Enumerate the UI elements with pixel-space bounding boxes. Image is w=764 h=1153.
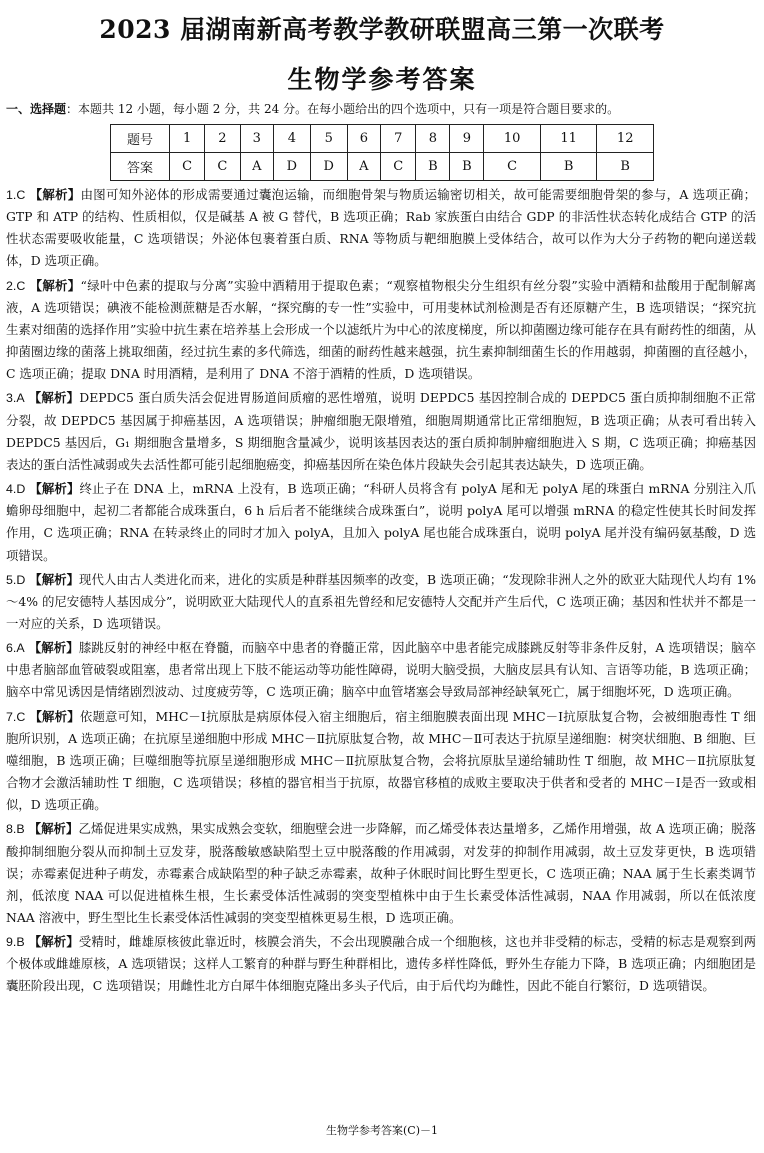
analysis-tag: 【解析】 [29, 277, 81, 293]
item-text: 依题意可知，MHC－Ⅰ抗原肽是病原体侵入宿主细胞后，宿主细胞膜表面出现 MHC－Ⅰ抗原肽复合物，会被细胞毒性 T 细胞所识别，A 选项正确；在抗原呈递细胞中形成 MHC－Ⅱ抗原肽复合物，故 MHC－Ⅱ可表达于抗原呈递细胞：树突状细胞、B 细胞、巨噬细胞，B 选项正确；巨噬细胞等抗原呈递细胞形成 MHC－Ⅱ抗原肽复合物，会将抗原肽呈递给辅助性 T 细胞，故 MHC－Ⅱ抗原肽复合物才会激活辅助性 T 细胞，C 选项错误；移植的器官相当于抗原，故器官移植的成败主要取决于供者和受者的 MHC－Ⅰ是否一致或相似，D 选项正确。 [6, 708, 756, 813]
item-text: 乙烯促进果实成熟，果实成熟会变软，细胞壁会进一步降解，而乙烯受体表达量增多，乙烯作用增强，故 A 选项正确；脱落酸抑制细胞分裂从而抑制土豆发芽，脱落酸敏感缺陷型土豆中脱落酸的作用减弱，对发芽的抑制作用减弱，故土豆发芽更快，B 选项错误；赤霉素促进种子萌发，赤霉素合成缺陷型的种子缺乏赤霉素，故种子休眠时间比野生型更长，C 选项正确；NAA 属于生长素类调节剂，低浓度 NAA 可以促进植株生根，生长素受体活性减弱的突变型植株中由于生长素受体活性减弱，NAA 作用减弱，所以在低浓度 NAA 溶液中，野生型比生长素受体活性减弱的突变型植株更易生根，D 选项正确。 [6, 821, 756, 925]
item-text: DEPDC5 蛋白质失活会促进胃肠道间质瘤的恶性增殖，说明 DEPDC5 基因控制合成的 DEPDC5 蛋白质抑制细胞不正常分裂，故 DEPDC5 基因属于抑癌基因，A 选项错误；肿瘤细胞无限增殖，细胞周期通常比正常细胞短，B 选项正确；从表可看出转入 DEPDC5 基因后，G₁ 期细胞含量增多，S 期细胞含量减少，说明该基因表达的蛋白质抑制肿瘤细胞进入 S 期，C 选项正确；抑癌基因表达的蛋白活性减弱或失去活性都可能引起细胞癌变，抑癌基因所在染色体片段缺失会引起其表达缺失，D 选项正确。 [6, 390, 756, 472]
item-text: “绿叶中色素的提取与分离”实验中酒精用于提取色素；“观察植物根尖分生组织有丝分裂”实验中酒精和盐酸用于配制解离液，A 选项错误；碘液不能检测蔗糖是否水解，“探究酶的专一性”实验中，可用斐林试剂检测是否有还原糖产生，B 选项错误；“探究抗生素对细菌的选择作用”实验中抗生素在培养基上会形成一个以滤纸片为中心的浓度梯度，所以抑菌圈边缘可能存在具有耐药性的细菌，从抑菌圈边缘的菌落上挑取细菌，经过抗生素的多代筛选，细菌的耐药性越来越强，抗生素抑制细菌生长的作用越弱，抑菌圈的直径越小，C 选项正确；提取 DNA 时用酒精，是利用了 DNA 不溶于酒精的性质，D 选项错误。 [6, 277, 756, 382]
answer-cell: A [240, 153, 273, 181]
question-number: 3 [240, 125, 273, 153]
question-number: 10 [484, 125, 541, 153]
answer-cell: B [450, 153, 484, 181]
answer-cell: C [484, 153, 541, 181]
question-number: 5 [310, 125, 347, 153]
explanation-item [6, 569, 756, 635]
question-number: 2 [205, 125, 240, 153]
answer-cell: B [597, 153, 654, 181]
explanation-item [6, 478, 756, 567]
item-text: 终止子在 DNA 上，mRNA 上没有，B 选项正确；“科研人员将含有 polyA 尾和无 polyA 尾的珠蛋白 mRNA 分别注入爪蟾卵母细胞中，起初二者都能合成珠蛋白，6 h 后后者不能继续合成珠蛋白”，说明 polyA 尾可以增强 mRNA 的稳定性使其长时间发挥作用，C 选项正确；RNA 在转录终止的同时才加入 polyA，且加入 polyA 尾也能合成珠蛋白，说明 polyA 尾并没有编码氨基酸，D 选项错误。 [6, 481, 756, 563]
page-title: 2023 届湖南新高考教学教研联盟高三第一次联考 [99, 15, 665, 44]
question-number: 4 [273, 125, 310, 153]
question-number: 6 [347, 125, 380, 153]
item-number: 5.D [6, 572, 26, 587]
item-number: 4.D [6, 482, 26, 497]
item-text: 受精时，雌雄原核彼此靠近时，核膜会消失，不会出现膜融合成一个细胞核，这也并非受精的标志，受精的标志是观察到两个极体或雌雄原核，A 选项错误；这样人工繁育的种群与野生种群相比，遗传多样性降低，野外生存能力下降，B 选项正确；内细胞团是囊胚阶段出现，C 选项错误；用雌性北方白犀牛体细胞克隆出多头子代后，由于后代均为雌性，因此不能自行繁衍，D 选项错误。 [6, 934, 756, 994]
explanation-item [6, 706, 756, 817]
analysis-tag: 【解析】 [29, 708, 80, 724]
answer-cell: D [310, 153, 347, 181]
question-number: 1 [170, 125, 205, 153]
section-label: 一、选择题 [6, 102, 67, 116]
analysis-tag: 【解析】 [28, 934, 79, 950]
item-number: 1.C [6, 188, 26, 202]
item-number: 8.B [6, 822, 25, 837]
analysis-tag: 【解析】 [28, 640, 79, 656]
item-text: 膝跳反射的神经中枢在脊髓，而脑卒中患者的脊髓正常，因此脑卒中患者能完成膝跳反射等非条件反射，A 选项错误；脑卒中患者脑部血管破裂或阻塞，患者常出现上下肢不能运动等功能性障碍，说明大脑受损，大脑皮层具有认知、言语等功能，B 选项正确；脑卒中常见诱因是情绪剧烈波动、过度疲劳等，C 选项正确；脑卒中血管堵塞会导致局部神经缺氧死亡，属于细胞坏死，D 选项正确。 [6, 640, 756, 700]
question-number: 9 [450, 125, 484, 153]
analysis-tag: 【解析】 [28, 390, 80, 406]
answer-table-answer-row [111, 153, 654, 181]
analysis-tag: 【解析】 [29, 187, 81, 202]
item-number: 7.C [6, 709, 26, 724]
answer-cell: A [347, 153, 380, 181]
page-subtitle: 生物学参考答案 [287, 65, 477, 94]
row-label-answer: 答案 [111, 153, 170, 181]
answer-cell: C [205, 153, 240, 181]
answer-cell: B [416, 153, 450, 181]
answer-table [110, 124, 654, 181]
answer-table-number-row [111, 125, 654, 153]
explanation-item [6, 387, 756, 476]
section-instructions: ：本题共 12 小题，每小题 2 分，共 24 分。在每小题给出的四个选项中，只有一项是符合题目要求的。 [66, 102, 620, 116]
item-number: 9.B [6, 935, 25, 950]
explanation-item [6, 637, 756, 703]
explanation-item [6, 818, 756, 929]
answer-cell: C [170, 153, 205, 181]
analysis-tag: 【解析】 [29, 571, 80, 587]
item-number: 2.C [6, 278, 26, 293]
explanation-list [6, 184, 756, 1000]
row-label-number: 题号 [111, 125, 170, 153]
section-heading [6, 100, 758, 117]
answer-cell: D [273, 153, 310, 181]
page-footer: 生物学参考答案(C)－1 [326, 1124, 438, 1137]
item-text: 现代人由古人类进化而来，进化的实质是种群基因频率的改变，B 选项正确；“发现除非洲人之外的欧亚大陆现代人均有 1%～4% 的尼安德特人基因成分”，说明欧亚大陆现代人的直系祖先曾经和尼安德特人交配并产生后代，C 选项正确；基因和性状并不都是一一对应的关系，D 选项错误。 [6, 571, 756, 631]
explanation-item [6, 275, 756, 386]
explanation-item [6, 184, 756, 273]
question-number: 11 [540, 125, 597, 153]
question-number: 12 [597, 125, 654, 153]
explanation-item [6, 931, 756, 997]
item-number: 6.A [6, 641, 25, 656]
item-number: 3.A [6, 391, 25, 406]
question-number: 8 [416, 125, 450, 153]
item-text: 由图可知外泌体的形成需要通过囊泡运输，而细胞骨架与物质运输密切相关，故可能需要细胞骨架的参与，A 选项正确；GTP 和 ATP 的结构、性质相似，仅是碱基 A 被 G 替代，B 选项正确；Rab 家族蛋白由结合 GDP 的非活性状态转化成结合 GTP 的活性状态需要吸收能量，C 选项错误；外泌体包裹着蛋白质、RNA 等物质与靶细胞膜上受体结合，故可以作为大分子药物的靶向递送载体，D 选项正确。 [6, 187, 756, 269]
answer-cell: C [381, 153, 416, 181]
question-number: 7 [381, 125, 416, 153]
answer-cell: B [540, 153, 597, 181]
analysis-tag: 【解析】 [28, 821, 79, 837]
analysis-tag: 【解析】 [29, 481, 80, 497]
